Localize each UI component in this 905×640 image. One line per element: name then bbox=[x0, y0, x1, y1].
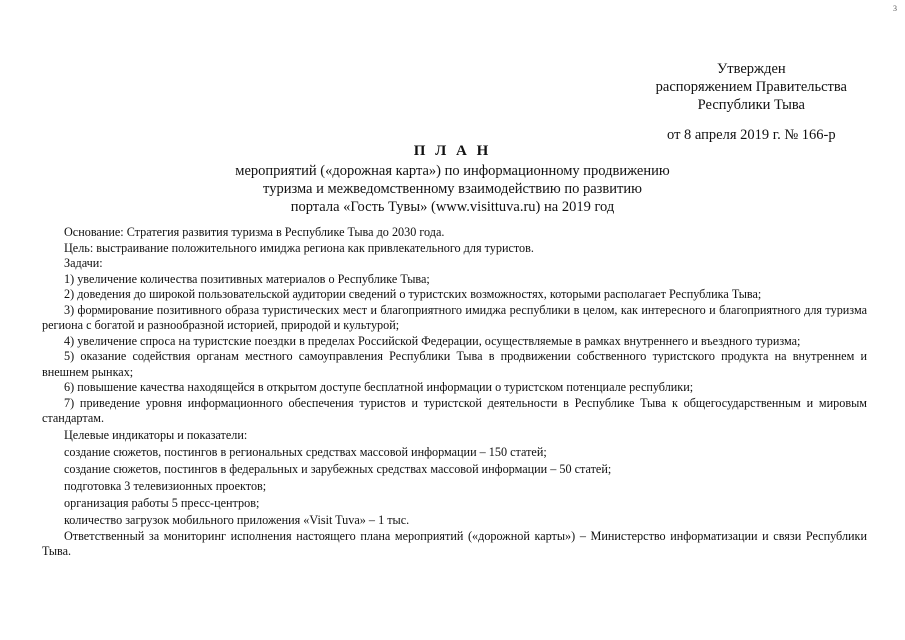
title-line-3: портала «Гость Тувы» (www.visittuva.ru) на 2019 год bbox=[290, 199, 615, 215]
approval-block bbox=[656, 60, 847, 144]
indicator-item: подготовка 3 телевизионных проектов; bbox=[64, 478, 267, 493]
approval-date: от 8 апреля 2019 г. № 166-р bbox=[667, 127, 836, 143]
title-line-1: мероприятий («дорожная карта») по информационному продвижению bbox=[235, 163, 670, 179]
task-item: 1) увеличение количества позитивных материалов о Республике Тыва; bbox=[64, 271, 430, 286]
task-item: 4) увеличение спроса на туристские поездки в пределах Российской Федерации, осуществляемые в рамках внутреннего и въездного туризма; bbox=[64, 333, 801, 348]
indicator-item: создание сюжетов, постингов в региональных средствах массовой информации – 150 статей; bbox=[64, 444, 547, 459]
plan-heading: П Л А Н bbox=[413, 143, 492, 159]
approval-line-2: распоряжением Правительства bbox=[655, 79, 847, 95]
approval-line-3: Республики Тыва bbox=[697, 97, 805, 113]
title-line-2: туризма и межведомственному взаимодействию по развитию bbox=[263, 181, 642, 197]
task-item: 6) повышение качества находящейся в открытом доступе бесплатной информации о туристском потенциале республики; bbox=[64, 380, 694, 394]
page-number: 3 bbox=[893, 4, 897, 13]
document-body bbox=[42, 225, 867, 560]
indicator-item: организация работы 5 пресс-центров; bbox=[64, 495, 260, 510]
task-item: 5) оказание содействия органам местного самоуправления Республики Тыва в продвижении собственного туристского продукта на внутреннем и внешнем рынках; bbox=[42, 349, 867, 379]
approval-line-1: Утвержден bbox=[717, 61, 786, 77]
document-title bbox=[0, 142, 905, 216]
task-item: 7) приведение уровня информационного обеспечения туристов и туристской деятельности в Республике Тыва к общегосударственным и мировым стандартам. bbox=[42, 395, 867, 425]
task-item: 2) доведения до широкой пользовательской аудитории сведений о туристских возможностях, которыми располагает Республика Тыва; bbox=[64, 287, 762, 301]
goal-paragraph: Цель: выстраивание положительного имиджа региона как привлекательного для туристов. bbox=[64, 240, 534, 255]
indicator-item: создание сюжетов, постингов в федеральных и зарубежных средствах массовой информации – 50 статей; bbox=[64, 461, 612, 476]
indicator-item: количество загрузок мобильного приложения «Visit Tuva» – 1 тыс. bbox=[64, 512, 410, 527]
task-item: 3) формирование позитивного образа туристических мест и благоприятного имиджа республики в целом, как интересного и благоприятного для туризма региона с богатой и разнообразной историей, природой и культурой; bbox=[42, 302, 867, 332]
tasks-heading: Задачи: bbox=[64, 256, 103, 270]
indicators-heading: Целевые индикаторы и показатели: bbox=[64, 427, 248, 442]
responsible-paragraph: Ответственный за мониторинг исполнения настоящего плана мероприятий («дорожной карты») – Министерство информатизации и связи Республики Тыва. bbox=[42, 528, 867, 558]
basis-paragraph: Основание: Стратегия развития туризма в Республике Тыва до 2030 года. bbox=[64, 225, 445, 239]
